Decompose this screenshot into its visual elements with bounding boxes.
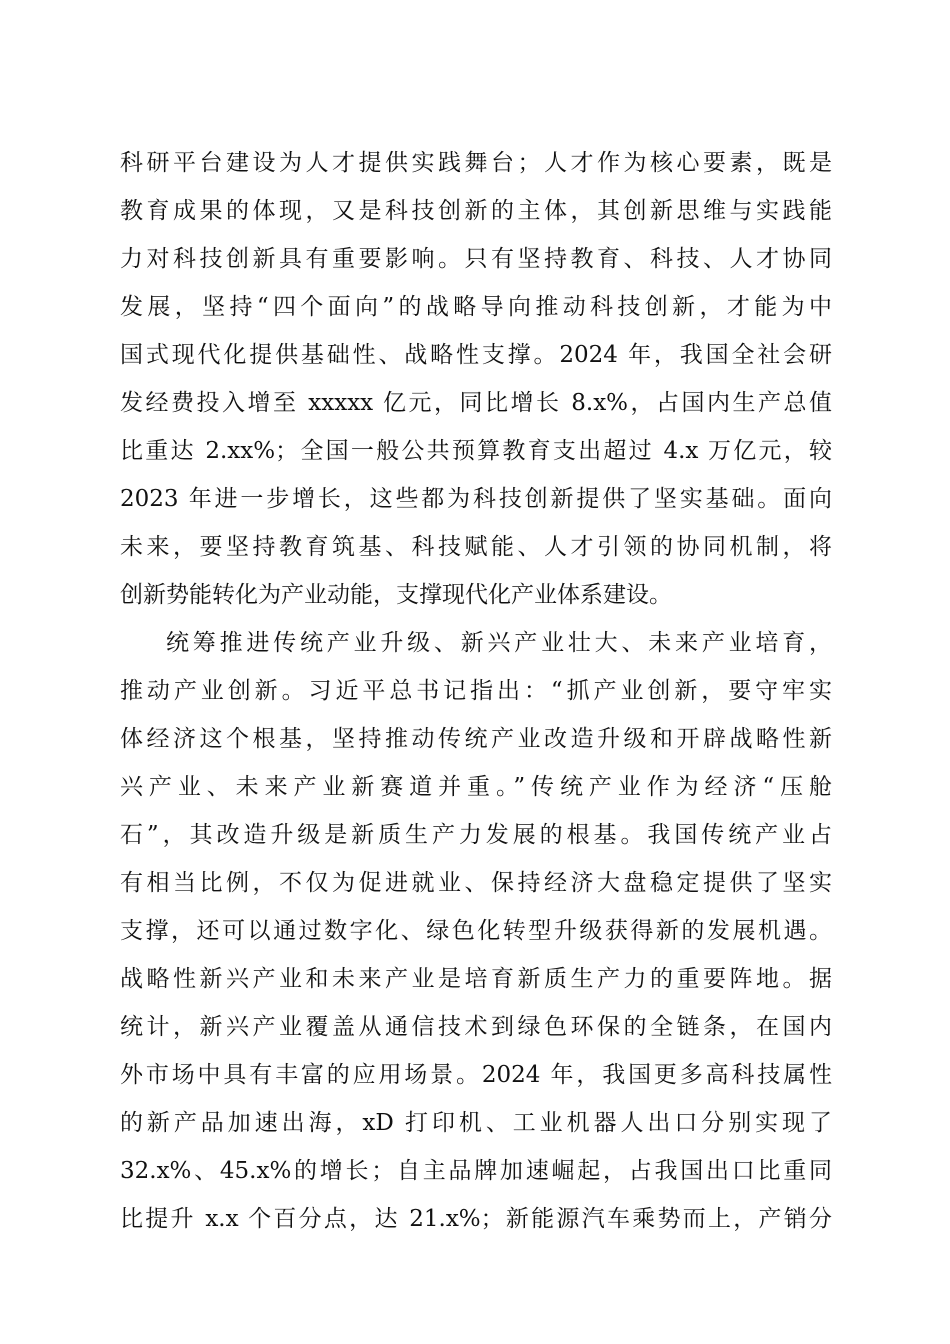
text-line-22: 32.x%、45.x%的增长；自主品牌加速崛起，占我国出口比重同	[120, 1158, 832, 1184]
text-line-6: 发经费投入增至 xxxxx 亿元，同比增长 8.x%，占国内生产总值	[120, 390, 832, 416]
text-line-9: 未来，要坚持教育筑基、科技赋能、人才引领的协同机制，将	[120, 534, 832, 560]
text-line-20: 外市场中具有丰富的应用场景。2024 年，我国更多高科技属性	[120, 1062, 832, 1088]
text-line-17: 支撑，还可以通过数字化、绿色化转型升级获得新的发展机遇。	[120, 918, 832, 944]
text-line-23: 比提升 x.x 个百分点，达 21.x%；新能源汽车乘势而上，产销分	[120, 1206, 832, 1232]
text-line-5: 国式现代化提供基础性、战略性支撑。2024 年，我国全社会研	[120, 342, 832, 368]
text-line-2: 教育成果的体现，又是科技创新的主体，其创新思维与实践能	[120, 198, 832, 224]
text-line-14: 兴产业、未来产业新赛道并重。”传统产业作为经济“压舱	[120, 774, 832, 800]
text-line-1: 科研平台建设为人才提供实践舞台；人才作为核心要素，既是	[120, 150, 832, 176]
text-line-15: 石”，其改造升级是新质生产力发展的根基。我国传统产业占	[120, 822, 832, 848]
text-line-21: 的新产品加速出海，xD 打印机、工业机器人出口分别实现了	[120, 1110, 832, 1136]
text-line-13: 体经济这个根基，坚持推动传统产业改造升级和开辟战略性新	[120, 726, 832, 752]
text-line-10: 创新势能转化为产业动能，支撑现代化产业体系建设。	[120, 582, 672, 608]
text-line-11: 统筹推进传统产业升级、新兴产业壮大、未来产业培育，	[166, 630, 832, 656]
text-line-4: 发展，坚持“四个面向”的战略导向推动科技创新，才能为中	[120, 294, 832, 320]
text-line-19: 统计，新兴产业覆盖从通信技术到绿色环保的全链条，在国内	[120, 1014, 832, 1040]
text-line-12: 推动产业创新。习近平总书记指出：“抓产业创新，要守牢实	[120, 678, 832, 704]
text-line-3: 力对科技创新具有重要影响。只有坚持教育、科技、人才协同	[120, 246, 832, 272]
text-line-8: 2023 年进一步增长，这些都为科技创新提供了坚实基础。面向	[120, 486, 832, 512]
text-line-18: 战略性新兴产业和未来产业是培育新质生产力的重要阵地。据	[120, 966, 832, 992]
text-line-7: 比重达 2.xx%；全国一般公共预算教育支出超过 4.x 万亿元，较	[120, 438, 832, 464]
text-line-16: 有相当比例，不仅为促进就业、保持经济大盘稳定提供了坚实	[120, 870, 832, 896]
